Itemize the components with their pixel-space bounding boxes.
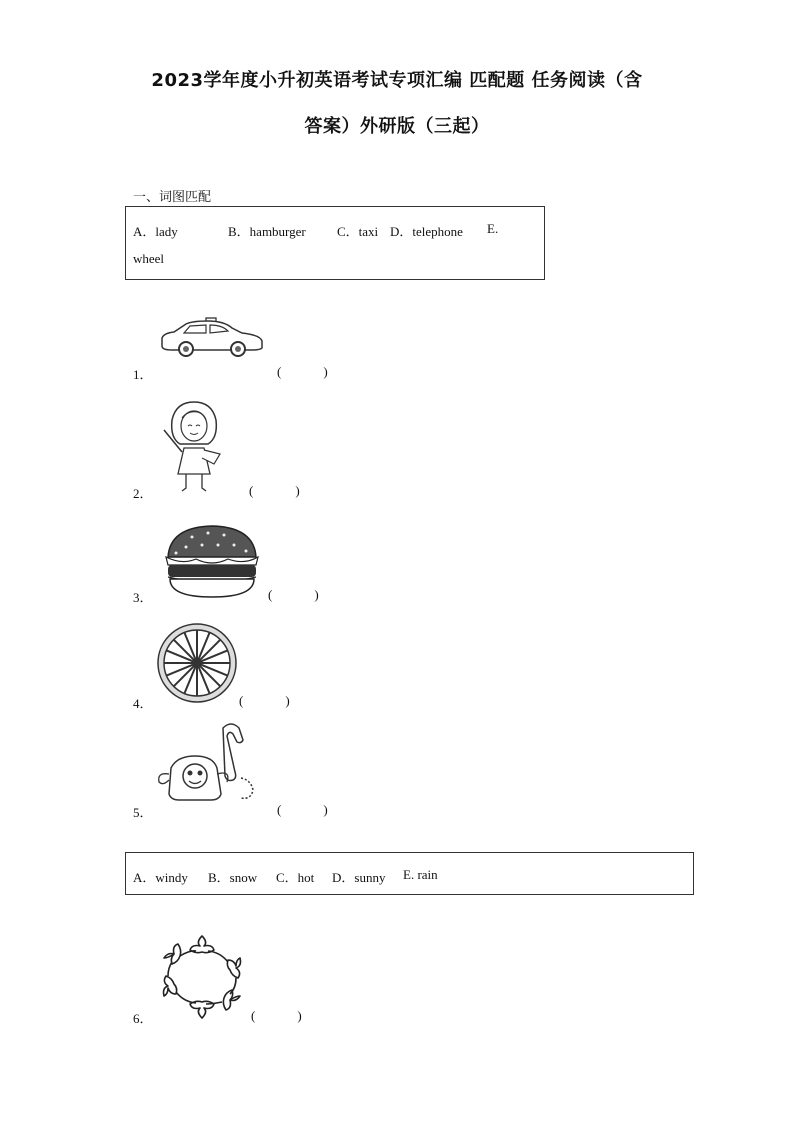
option-c: C．hot (276, 870, 315, 885)
question-number: 4． (133, 696, 153, 711)
open-paren: ( (239, 693, 244, 708)
close-paren: ) (297, 1008, 302, 1023)
close-paren: ) (314, 587, 319, 602)
option-b: B．snow (208, 870, 258, 885)
telephone-icon (155, 720, 267, 810)
open-paren: ( (251, 1008, 256, 1023)
question-number: 6． (133, 1011, 153, 1026)
title-line-2: 答案）外研版（三起） (304, 116, 490, 137)
close-paren: ) (323, 802, 328, 817)
answer-blank[interactable] (239, 693, 290, 709)
option-e: E. rain (403, 867, 438, 882)
option-c: C．taxi (337, 224, 379, 239)
answer-blank[interactable] (251, 1008, 302, 1024)
option-a: A．windy (133, 870, 188, 885)
close-paren: ) (295, 483, 300, 498)
option-e: E. (487, 221, 499, 236)
snowflake-icon (150, 932, 254, 1022)
question-number: 2． (133, 486, 153, 501)
option-d: D．telephone (390, 224, 463, 239)
close-paren: ) (323, 364, 328, 379)
answer-blank[interactable] (268, 587, 319, 603)
open-paren: ( (277, 802, 282, 817)
question-number: 1． (133, 367, 153, 382)
option-a: A．lady (133, 224, 178, 239)
option-e-word: wheel (133, 251, 165, 266)
title-line-1: 2023学年度小升初英语考试专项汇编 匹配题 任务阅读（含 (151, 70, 643, 91)
answer-blank[interactable] (277, 802, 328, 818)
word-bank-box-2 (125, 852, 694, 895)
answer-blank[interactable] (249, 483, 300, 499)
question-number: 5． (133, 805, 153, 820)
close-paren: ) (285, 693, 290, 708)
section-heading: 一、词图匹配 (133, 190, 212, 205)
option-b: B．hamburger (228, 224, 306, 239)
hamburger-icon (162, 523, 262, 599)
option-d: D．sunny (332, 870, 386, 885)
question-number: 3． (133, 590, 153, 605)
open-paren: ( (277, 364, 282, 379)
lady-icon (158, 398, 230, 494)
answer-blank[interactable] (277, 364, 328, 380)
open-paren: ( (268, 587, 273, 602)
taxi-icon (158, 316, 266, 358)
document-title (110, 58, 684, 150)
open-paren: ( (249, 483, 254, 498)
wheel-icon (156, 622, 238, 704)
word-bank-box-1 (125, 206, 545, 280)
